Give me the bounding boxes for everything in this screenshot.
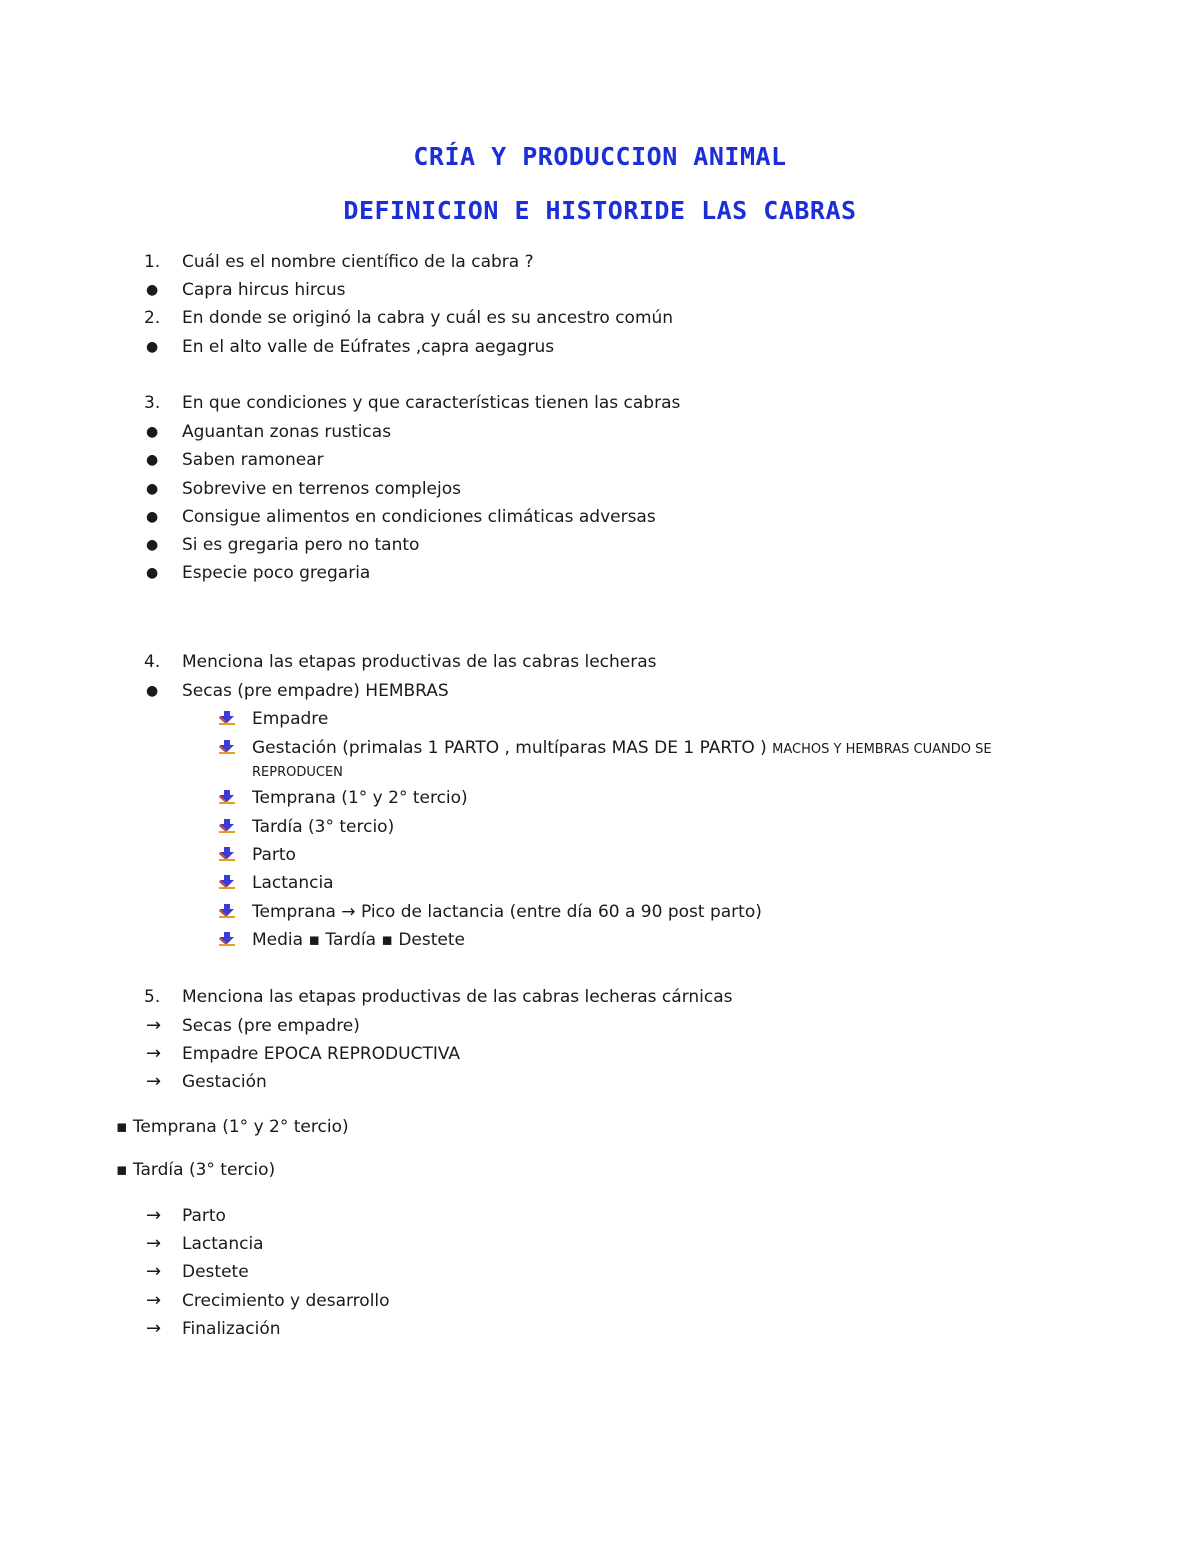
answer-5-item: Destete: [182, 1262, 249, 1282]
list-number: 3.: [144, 393, 161, 413]
answer-5-square-item: ▪ Temprana (1° y 2° tercio): [116, 1117, 349, 1137]
arrow-bullet-icon: [218, 739, 236, 755]
answer-1: Capra hircus hircus: [182, 280, 346, 300]
arrow-bullet-icon: [218, 846, 236, 862]
bullet-icon: ●: [146, 481, 159, 497]
answer-4-sub: Temprana (1° y 2° tercio): [252, 788, 468, 808]
answer-5-item: Secas (pre empadre): [182, 1016, 360, 1036]
question-3: En que condiciones y que características tienen las cabras: [182, 393, 681, 413]
gestation-text: Gestación (primalas 1 PARTO , multíparas MAS DE 1 PARTO ): [252, 738, 767, 758]
answer-4-sub: Media ▪ Tardía ▪ Destete: [252, 930, 465, 950]
answer-3-item: Saben ramonear: [182, 450, 324, 470]
answer-4-sub: Temprana → Pico de lactancia (entre día 60 a 90 post parto): [252, 902, 762, 922]
bullet-icon: ●: [146, 683, 159, 699]
right-arrow-icon: →: [146, 1290, 162, 1311]
arrow-bullet-icon: [218, 931, 236, 947]
answer-3-item: Consigue alimentos en condiciones climáticas adversas: [182, 507, 656, 527]
right-arrow-icon: →: [146, 1318, 162, 1339]
answer-2: En el alto valle de Eúfrates ,capra aegagrus: [182, 337, 555, 357]
bullet-icon: ●: [146, 537, 159, 553]
right-arrow-icon: →: [146, 1205, 162, 1226]
gestation-note-continued: REPRODUCEN: [252, 765, 343, 780]
answer-4-sub: Lactancia: [252, 873, 334, 893]
answer-5-item: Lactancia: [182, 1234, 264, 1254]
answer-5-item: Empadre EPOCA REPRODUCTIVA: [182, 1044, 461, 1064]
answer-4-sub: Empadre: [252, 709, 329, 729]
answer-3-item: Sobrevive en terrenos complejos: [182, 479, 461, 499]
bullet-icon: ●: [146, 452, 159, 468]
list-number: 4.: [144, 652, 161, 672]
bullet-icon: ●: [146, 424, 159, 440]
arrow-bullet-icon: [218, 818, 236, 834]
arrow-bullet-icon: [218, 874, 236, 890]
page-subtitle: DEFINICION E HISTORIDE LAS CABRAS: [343, 196, 857, 225]
right-arrow-icon: →: [146, 1043, 162, 1064]
answer-3-item: Especie poco gregaria: [182, 563, 371, 583]
right-arrow-icon: →: [146, 1233, 162, 1254]
arrow-bullet-icon: [218, 903, 236, 919]
list-number: 2.: [144, 308, 161, 328]
bullet-icon: ●: [146, 565, 159, 581]
question-1: Cuál es el nombre científico de la cabra ?: [182, 252, 534, 272]
list-number: 5.: [144, 987, 161, 1007]
bullet-icon: ●: [146, 339, 159, 355]
answer-4-sub: [252, 737, 992, 761]
question-4: Menciona las etapas productivas de las cabras lecheras: [182, 652, 657, 672]
answer-3-item: Aguantan zonas rusticas: [182, 422, 392, 442]
answer-4-bullet: Secas (pre empadre) HEMBRAS: [182, 681, 449, 701]
list-number: 1.: [144, 252, 161, 272]
answer-4-sub: Tardía (3° tercio): [252, 817, 395, 837]
answer-3-item: Si es gregaria pero no tanto: [182, 535, 420, 555]
page-title: CRÍA Y PRODUCCION ANIMAL: [413, 142, 787, 171]
arrow-bullet-icon: [218, 710, 236, 726]
right-arrow-icon: →: [146, 1071, 162, 1092]
answer-5-square-item: ▪ Tardía (3° tercio): [116, 1160, 276, 1180]
right-arrow-icon: →: [146, 1261, 162, 1282]
bullet-icon: ●: [146, 509, 159, 525]
gestation-note: MACHOS Y HEMBRAS CUANDO SE: [772, 742, 992, 757]
answer-5-item: Gestación: [182, 1072, 267, 1092]
arrow-bullet-icon: [218, 789, 236, 805]
question-2: En donde se originó la cabra y cuál es su ancestro común: [182, 308, 674, 328]
right-arrow-icon: →: [146, 1015, 162, 1036]
answer-5-item: Parto: [182, 1206, 226, 1226]
question-5: Menciona las etapas productivas de las cabras lecheras cárnicas: [182, 987, 733, 1007]
answer-5-item: Finalización: [182, 1319, 281, 1339]
answer-4-sub: Parto: [252, 845, 296, 865]
bullet-icon: ●: [146, 282, 159, 298]
answer-5-item: Crecimiento y desarrollo: [182, 1291, 390, 1311]
